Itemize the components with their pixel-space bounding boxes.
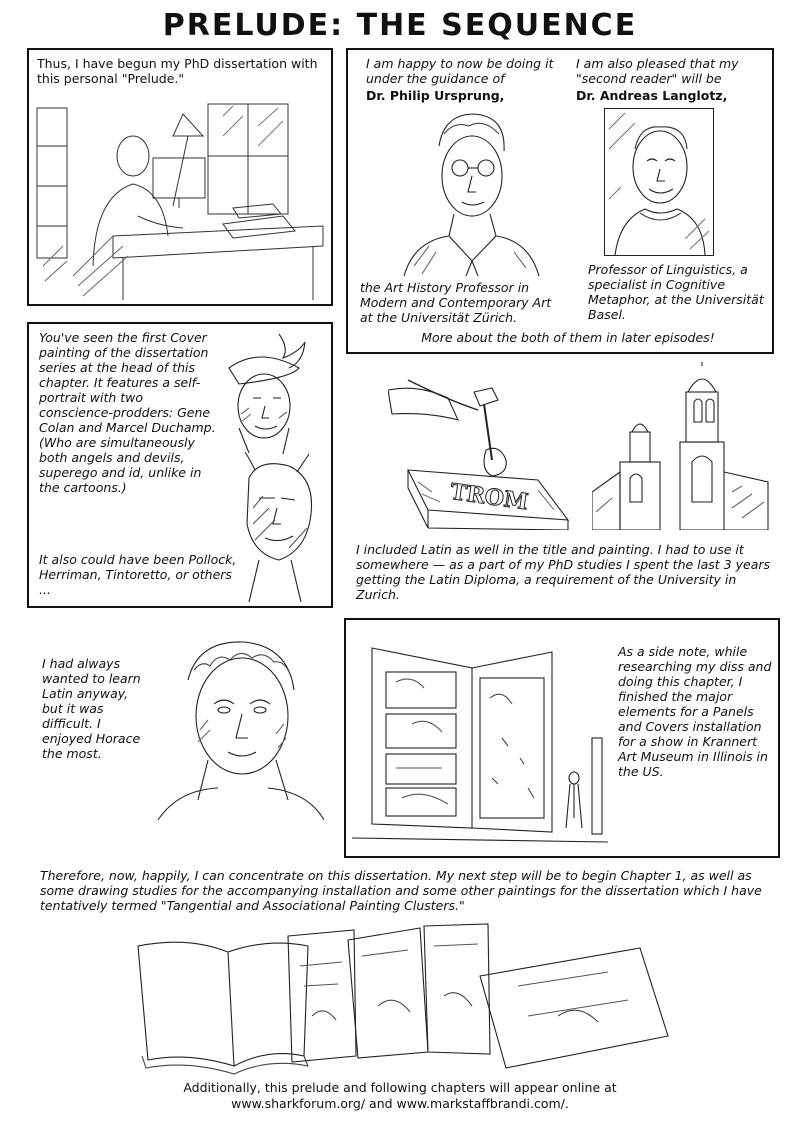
zurich-church-illustration [592, 362, 772, 530]
horace-caption: I had always wanted to learn Latin anyway, but it was difficult. I enjoyed Horace the most. [42, 656, 141, 761]
panel-installation [344, 618, 780, 858]
cover-caption-alternatives: It also could have been Pollock, Herriman, Tintoretto, or others ... [39, 552, 237, 597]
ursprung-portrait [394, 106, 544, 276]
langlotz-portrait-frame [604, 108, 714, 256]
cover-caption-main: You've seen the first Cover painting of the dissertation series at the head of this chapter. It features a self-portrait with two conscience-prodders: Gene Colan and Marcel Duchamp. (Who are simultaneously both angels and devils, superego and id, unlike in the cartoons.) [39, 330, 216, 495]
ursprung-name: Dr. Philip Ursprung, [366, 88, 505, 103]
langlotz-portrait [605, 109, 713, 255]
installation-caption: As a side note, while researching my diss and doing this chapter, I finished the major elements for a Panels and Covers installation for a show in Krannert Art Museum in Illinois in the US. [618, 644, 772, 779]
conscience-prodders-illustration [219, 328, 329, 602]
langlotz-intro: I am also pleased that my "second reader" will be [576, 56, 739, 86]
latin-caption: I included Latin as well in the title and painting. I had to use it somewhere — as a part of my PhD studies I spent the last 3 years getting the Latin Diploma, a requirement of the University in Zurich. [356, 542, 771, 602]
footer-line-1: Additionally, this prelude and following chapters will appear online at [183, 1080, 617, 1095]
panel-cover-painting [27, 322, 333, 608]
carved-word: TROM [448, 478, 530, 516]
desk-caption: Thus, I have begun my PhD dissertation with this personal "Prelude." [37, 56, 318, 86]
ursprung-intro: I am happy to now be doing it under the guidance of [366, 56, 554, 86]
page-title: PRELUDE: THE SEQUENCE [162, 8, 638, 43]
ursprung-role: the Art History Professor in Modern and Contemporary Art at the Universität Zürich. [360, 280, 552, 325]
advisors-footer: More about the both of them in later episodes! [421, 330, 715, 345]
books-comics-illustration [128, 916, 676, 1076]
installation-illustration [352, 628, 608, 852]
stone-carving-illustration [388, 370, 588, 530]
footer-line-2: www.sharkforum.org/ and www.markstaffbrandi.com/. [231, 1096, 569, 1111]
panel-desk-scene [27, 48, 333, 306]
langlotz-role: Professor of Linguistics, a specialist in Cognitive Metaphor, at the Universität Basel. [588, 262, 764, 322]
langlotz-name: Dr. Andreas Langlotz, [576, 88, 728, 103]
desk-scene-illustration [33, 96, 327, 300]
closing-paragraph: Therefore, now, happily, I can concentrate on this dissertation. My next step will be to begin Chapter 1, as well as some drawing studies for the accompanying installation and some other paintings for the dissertation which I have tentatively termed "Tangential and Associational Painting Clusters." [40, 868, 762, 913]
horace-bust-illustration [148, 630, 328, 820]
panel-advisors [346, 48, 774, 354]
